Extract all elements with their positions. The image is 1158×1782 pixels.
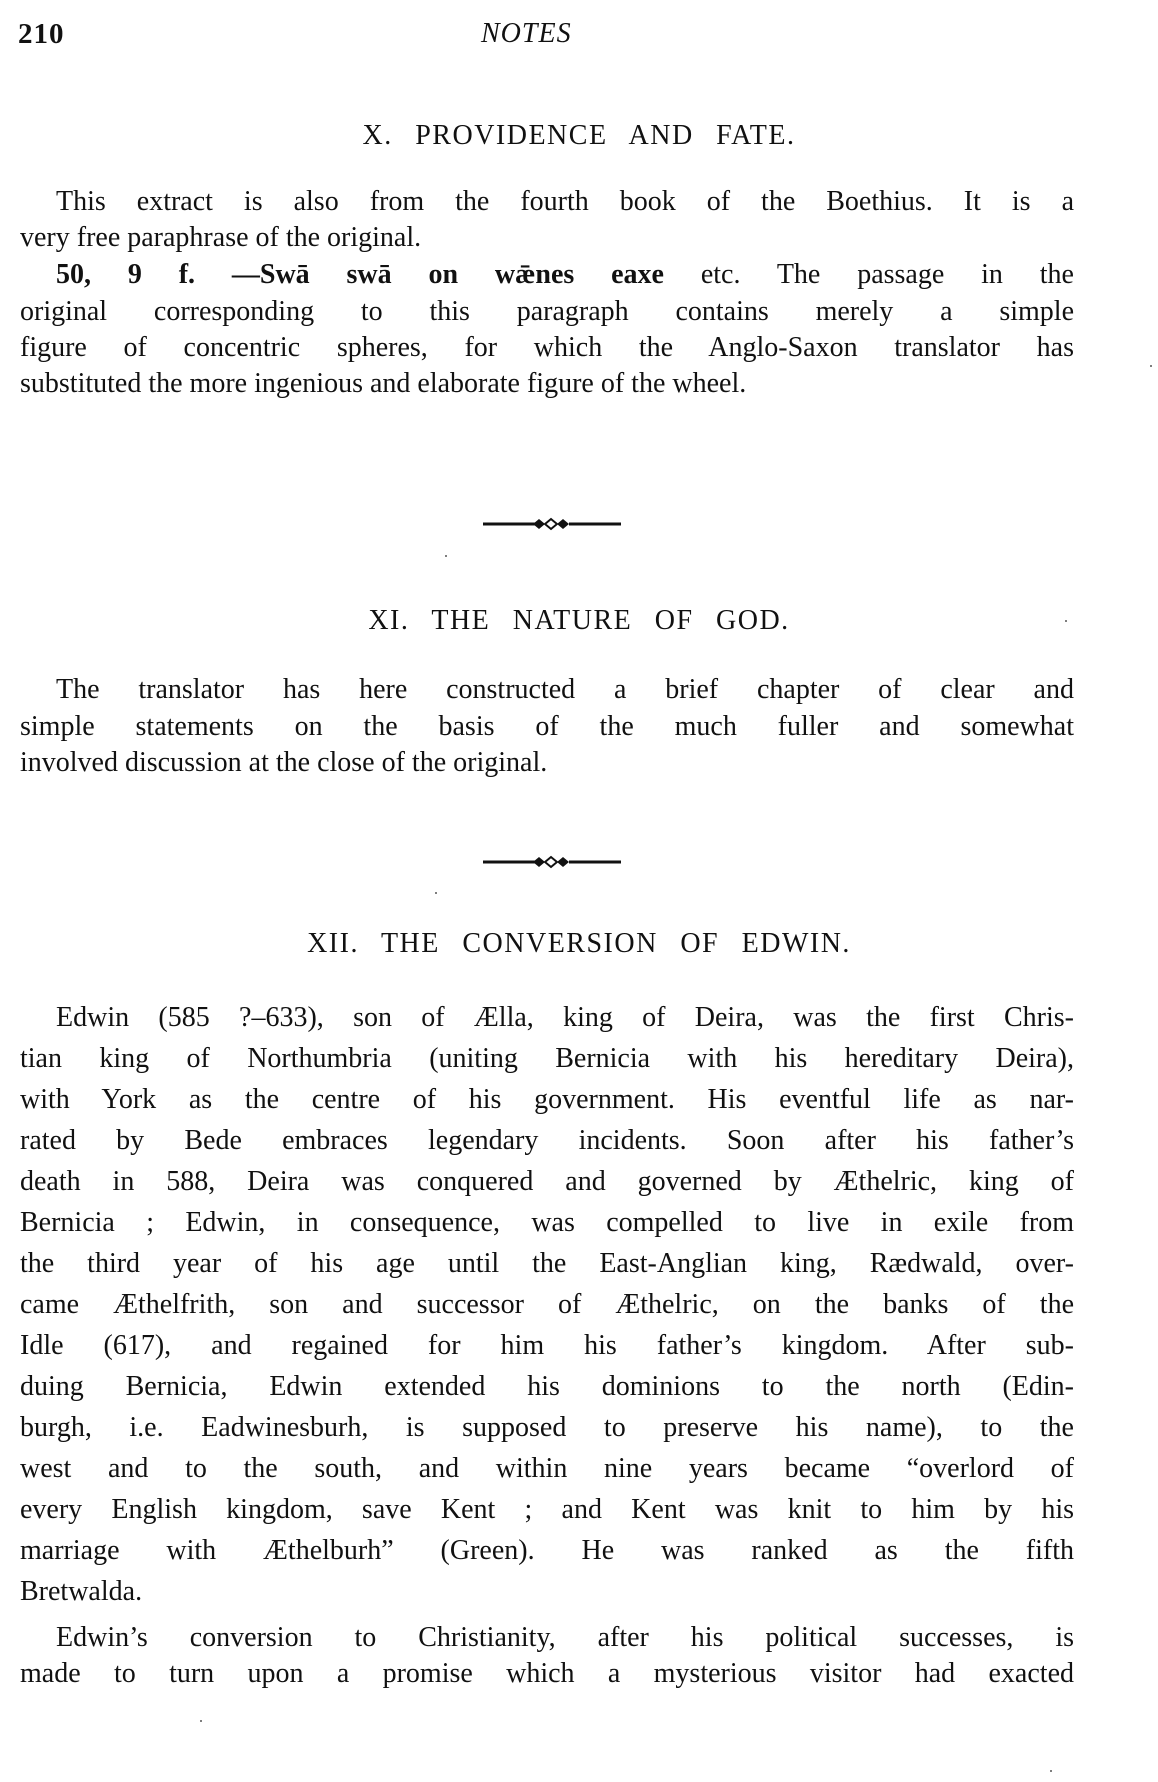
running-title: NOTES xyxy=(481,18,572,49)
section-heading-xi: XI. THE NATURE OF GOD. xyxy=(368,605,790,636)
paragraph-line: original corresponding to this paragraph contains merely a simple xyxy=(20,296,1074,327)
paragraph-line: marriage with Æthelburh” (Green). He was ranked as the fifth xyxy=(20,1535,1074,1566)
note-lemma: Swā swā on wǣnes eaxe xyxy=(259,259,664,290)
paragraph-line: came Æthelfrith, son and successor of Æthelric, on the banks of the xyxy=(20,1289,1074,1320)
note-text: etc. The passage in the xyxy=(663,259,1074,290)
scan-speck xyxy=(1065,620,1067,622)
section-heading-x: X. PROVIDENCE AND FATE. xyxy=(362,120,796,151)
scan-speck xyxy=(1050,1770,1052,1772)
section-divider-ornament xyxy=(483,517,623,531)
paragraph-line: the third year of his age until the East-Anglian king, Rædwald, over- xyxy=(20,1248,1074,1279)
running-head xyxy=(0,18,1158,58)
note-reference: 50, 9 f. — xyxy=(56,259,260,290)
paragraph-line: Edwin’s conversion to Christianity, after his political successes, is xyxy=(56,1622,1074,1653)
paragraph-line: figure of concentric spheres, for which the Anglo-Saxon translator has xyxy=(20,332,1074,363)
paragraph-line: This extract is also from the fourth book of the Boethius. It is a xyxy=(56,186,1074,217)
page-number: 210 xyxy=(18,18,65,50)
paragraph-line: simple statements on the basis of the much fuller and somewhat xyxy=(20,711,1074,742)
paragraph-line: with York as the centre of his government. His eventful life as nar- xyxy=(20,1084,1074,1115)
paragraph-line: west and to the south, and within nine years became “overlord of xyxy=(20,1453,1074,1484)
paragraph-line: involved discussion at the close of the original. xyxy=(20,747,548,778)
paragraph-line: death in 588, Deira was conquered and governed by Æthelric, king of xyxy=(20,1166,1074,1197)
paragraph-line: made to turn upon a promise which a mysterious visitor had exacted xyxy=(20,1658,1074,1689)
paragraph-line: duing Bernicia, Edwin extended his dominions to the north (Edin- xyxy=(20,1371,1074,1402)
note-line xyxy=(56,257,1074,293)
section-heading-xii: XII. THE CONVERSION OF EDWIN. xyxy=(307,928,851,959)
paragraph-line: every English kingdom, save Kent ; and Kent was knit to him by his xyxy=(20,1494,1074,1525)
paragraph-line: tian king of Northumbria (uniting Bernicia with his hereditary Deira), xyxy=(20,1043,1074,1074)
scan-speck xyxy=(435,892,437,894)
paragraph-line: The translator has here constructed a brief chapter of clear and xyxy=(56,674,1074,705)
paragraph-line: very free paraphrase of the original. xyxy=(20,222,422,253)
scan-speck xyxy=(1150,365,1152,367)
paragraph-line: burgh, i.e. Eadwinesburh, is supposed to preserve his name), to the xyxy=(20,1412,1074,1443)
paragraph-line: Idle (617), and regained for him his father’s kingdom. After sub- xyxy=(20,1330,1074,1361)
scan-speck xyxy=(200,1720,202,1722)
scan-speck xyxy=(445,555,447,557)
paragraph-line: Edwin (585 ?–633), son of Ælla, king of Deira, was the first Chris- xyxy=(56,1002,1074,1033)
paragraph-line: Bretwalda. xyxy=(20,1576,143,1607)
section-divider-ornament xyxy=(483,855,623,869)
paragraph-line: rated by Bede embraces legendary incidents. Soon after his father’s xyxy=(20,1125,1074,1156)
paragraph-line: substituted the more ingenious and elaborate figure of the wheel. xyxy=(20,368,747,399)
paragraph-line: Bernicia ; Edwin, in consequence, was compelled to live in exile from xyxy=(20,1207,1074,1238)
